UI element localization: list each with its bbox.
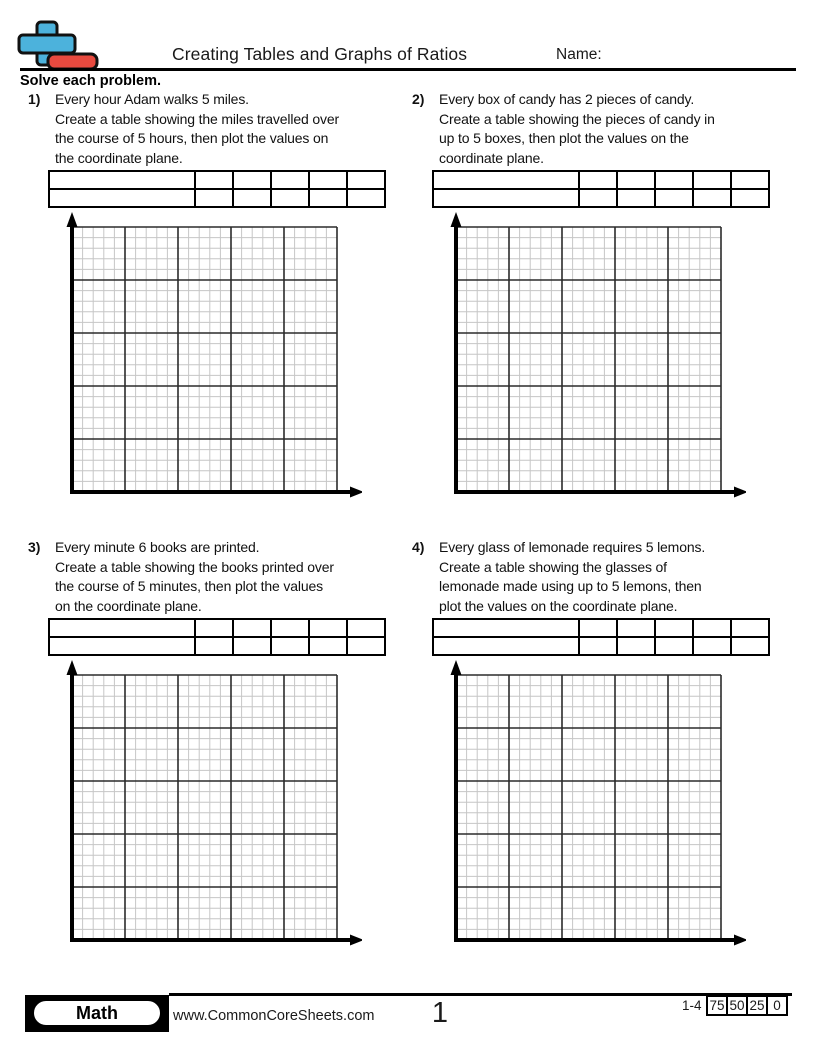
problem-text-line: Create a table showing the pieces of candy in [439, 110, 715, 127]
problem-text-line: plot the values on the coordinate plane. [439, 597, 678, 614]
table-cell [271, 189, 309, 207]
score-cell: 50 [727, 996, 747, 1015]
name-label: Name: [556, 46, 602, 63]
table-cell [579, 171, 617, 189]
table-cell [655, 189, 693, 207]
table-cell [195, 189, 233, 207]
coordinate-plane [450, 658, 746, 950]
problem-text-line: Every box of candy has 2 pieces of candy. [439, 91, 695, 107]
table-cell [49, 171, 195, 189]
table-cell [617, 171, 655, 189]
table-cell [433, 619, 579, 637]
problem-text-line: Create a table showing the books printed over [55, 558, 334, 575]
table-cell [693, 619, 731, 637]
table-cell [731, 637, 769, 655]
table-cell [233, 637, 271, 655]
page-title: Creating Tables and Graphs of Ratios [172, 44, 468, 64]
ratio-answer-table [432, 170, 770, 208]
ratio-answer-table [48, 618, 386, 656]
problem-text [55, 538, 334, 616]
problem-text-line: Create a table showing the miles travelled over [55, 110, 339, 127]
subject-badge [25, 995, 169, 1032]
table-cell [433, 189, 579, 207]
table-cell [49, 189, 195, 207]
problem-text [439, 90, 715, 168]
problem-text-line: Create a table showing the glasses of [439, 558, 667, 575]
ratio-answer-table [48, 170, 386, 208]
problem-text [55, 90, 339, 168]
problem-text-line: the course of 5 hours, then plot the values on [55, 130, 329, 146]
table-cell [693, 637, 731, 655]
table-cell [233, 619, 271, 637]
footer-divider [169, 993, 792, 996]
plus-minus-logo-icon [12, 18, 104, 74]
table-cell [309, 637, 347, 655]
table-cell [731, 619, 769, 637]
page-number: 1 [431, 997, 449, 1029]
problem-number: 1) [28, 91, 41, 107]
table-cell [309, 189, 347, 207]
coordinate-plane [66, 658, 362, 950]
problem-number: 3) [28, 539, 41, 555]
problem-4 [412, 538, 784, 980]
header-divider [20, 68, 796, 71]
problem-text-line: Every hour Adam walks 5 miles. [55, 91, 249, 107]
table-cell [731, 189, 769, 207]
table-cell [195, 637, 233, 655]
problem-text-line: lemonade made using up to 5 lemons, then [439, 578, 702, 594]
table-cell [49, 637, 195, 655]
table-cell [309, 619, 347, 637]
problem-text-line: coordinate plane. [439, 149, 544, 166]
table-cell [233, 171, 271, 189]
table-cell [579, 619, 617, 637]
table-cell [655, 171, 693, 189]
problem-text [439, 538, 705, 616]
table-cell [731, 171, 769, 189]
table-cell [347, 171, 385, 189]
problem-number: 2) [412, 91, 425, 107]
table-cell [233, 189, 271, 207]
table-cell [195, 171, 233, 189]
subject-badge-label: Math [32, 999, 162, 1027]
score-table [706, 995, 788, 1016]
website-url: www.CommonCoreSheets.com [173, 1008, 375, 1024]
ratio-answer-table [432, 618, 770, 656]
table-cell [49, 619, 195, 637]
coordinate-plane [66, 210, 362, 502]
table-cell [693, 189, 731, 207]
table-cell [347, 619, 385, 637]
problem-range-label: 1-4 [682, 998, 702, 1013]
table-cell [693, 171, 731, 189]
instruction-text: Solve each problem. [20, 73, 162, 89]
table-cell [433, 171, 579, 189]
table-cell [617, 619, 655, 637]
score-cell: 25 [747, 996, 767, 1015]
table-cell [271, 171, 309, 189]
table-cell [655, 637, 693, 655]
table-cell [655, 619, 693, 637]
problem-text-line: the course of 5 minutes, then plot the values [55, 578, 323, 594]
coordinate-plane [450, 210, 746, 502]
table-cell [195, 619, 233, 637]
table-cell [617, 189, 655, 207]
problem-2 [412, 90, 784, 532]
problem-1 [28, 90, 400, 532]
problem-text-line: up to 5 boxes, then plot the values on the [439, 130, 689, 146]
table-cell [579, 637, 617, 655]
table-cell [617, 637, 655, 655]
table-cell [579, 189, 617, 207]
table-cell [347, 189, 385, 207]
problem-text-line: Every glass of lemonade requires 5 lemons. [439, 539, 706, 555]
problem-3 [28, 538, 400, 980]
problem-number: 4) [412, 539, 425, 555]
score-cell: 75 [707, 996, 727, 1015]
problem-text-line: Every minute 6 books are printed. [55, 539, 260, 555]
table-cell [271, 637, 309, 655]
table-cell [271, 619, 309, 637]
table-cell [433, 637, 579, 655]
problem-text-line: on the coordinate plane. [55, 597, 202, 614]
score-cell: 0 [767, 996, 787, 1015]
table-cell [309, 171, 347, 189]
table-cell [347, 637, 385, 655]
problem-text-line: the coordinate plane. [55, 149, 183, 166]
